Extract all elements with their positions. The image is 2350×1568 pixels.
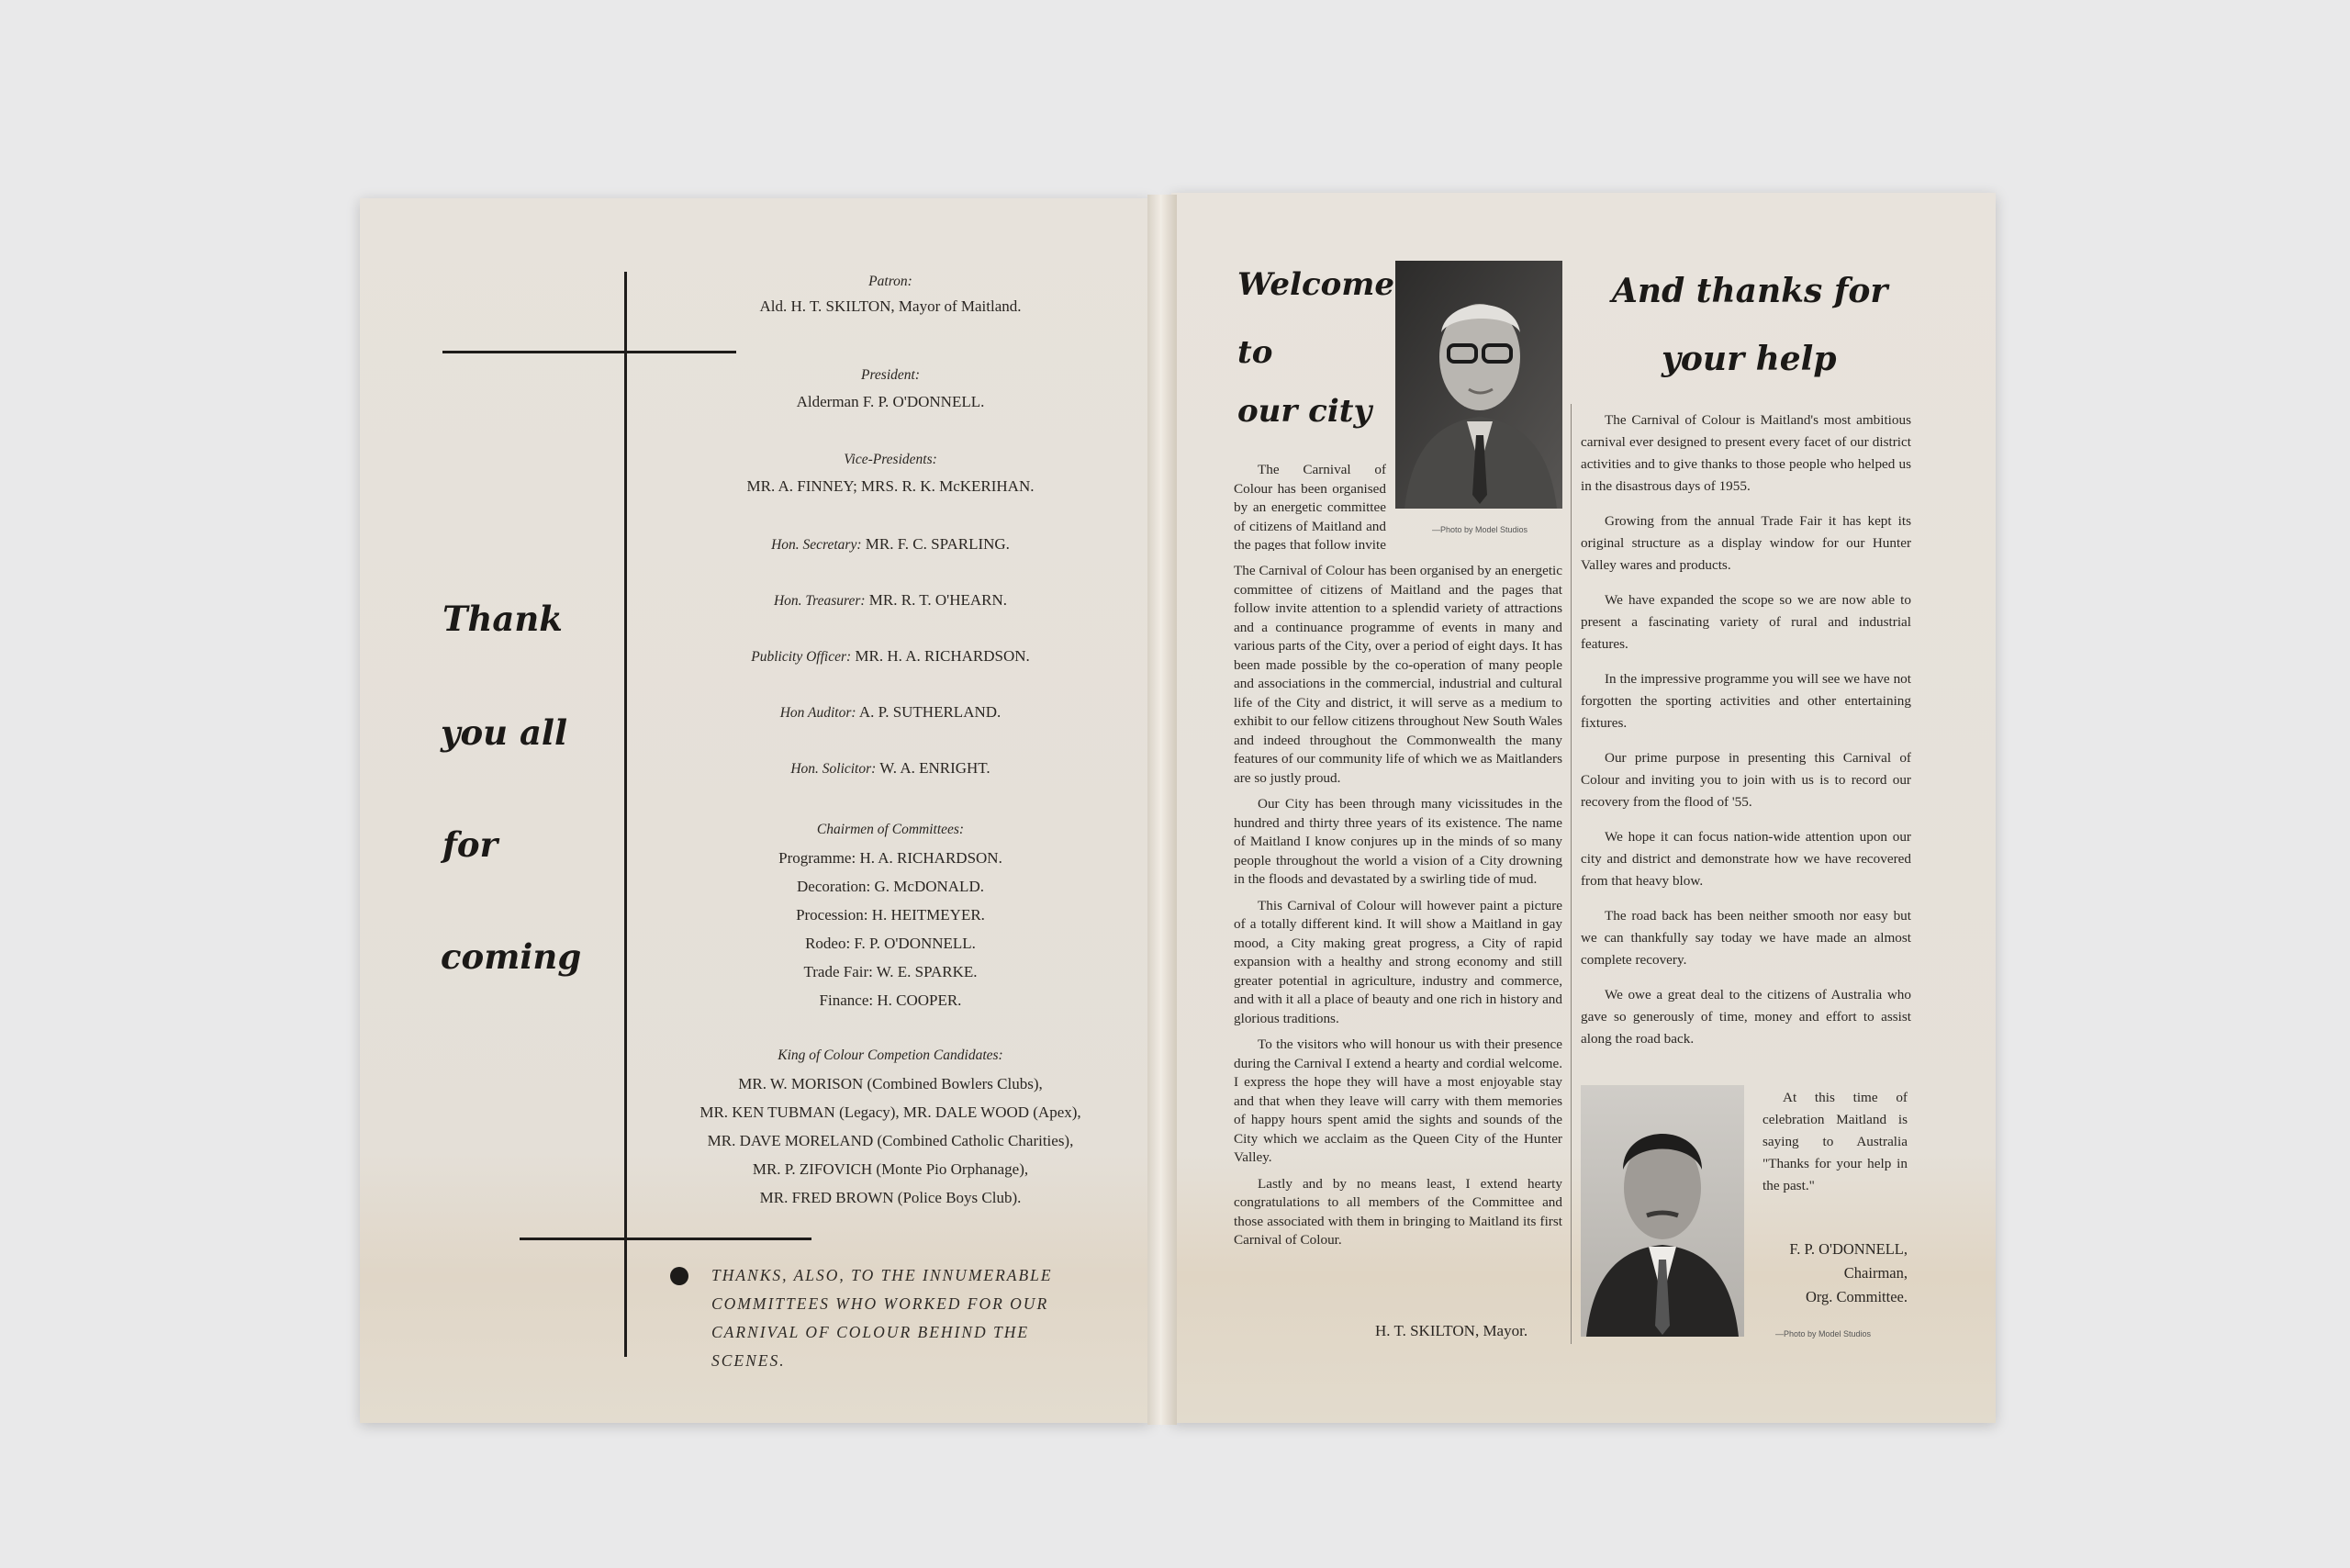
- officer-row: Hon Auditor: A. P. SUTHERLAND.: [779, 703, 1002, 721]
- thanks-paragraph: In the impressive programme you will see we have not forgotten the sporting activities and other entertaining fixtures.: [1581, 671, 1911, 731]
- chairman-row: Decoration: G. McDONALD.: [797, 878, 984, 895]
- candidates-label: King of Colour Competion Candidates:: [778, 1047, 1003, 1063]
- thanks-paragraph: We have expanded the scope so we are now able to present a fascinating variety of rural and industrial features.: [1581, 592, 1911, 652]
- thank-heading-line-1: Thank: [442, 599, 563, 639]
- booklet-spine: [1147, 195, 1177, 1425]
- officer-row: Publicity Officer: MR. H. A. RICHARDSON.: [751, 647, 1030, 665]
- vice-presidents-label: Vice-Presidents:: [844, 452, 937, 467]
- thanks-heading-line-2: your help: [1662, 340, 1837, 378]
- candidate-row: MR. KEN TUBMAN (Legacy), MR. DALE WOOD (Apex),: [699, 1103, 1081, 1121]
- thanks-paragraph: The Carnival of Colour is Maitland's most ambitious carnival ever designed to present every facet of our district activities and to give thanks to those people who helped us in the disastrous days of 1955.: [1581, 412, 1911, 494]
- mayor-signature: H. T. SKILTON, Mayor.: [1375, 1322, 1528, 1339]
- chairman-row: Programme: H. A. RICHARDSON.: [778, 849, 1002, 867]
- candidate-row: MR. P. ZIFOVICH (Monte Pio Orphanage),: [752, 1160, 1029, 1178]
- candidate-row: MR. W. MORISON (Combined Bowlers Clubs),: [738, 1075, 1043, 1092]
- officer-row: Hon. Treasurer: MR. R. T. O'HEARN.: [773, 591, 1008, 609]
- vertical-rule: [624, 272, 627, 1357]
- chairman-portrait-photo: [1581, 1085, 1744, 1337]
- thank-heading-line-4: coming: [441, 936, 582, 977]
- chairman-signature: F. P. O'DONNELL, Chairman, Org. Committee.: [1789, 1240, 1908, 1305]
- thanks-paragraph: We hope it can focus nation-wide attention upon our city and district and demonstrate how we have recovered from that heavy blow.: [1581, 829, 1911, 889]
- column-divider: [1571, 404, 1572, 1344]
- chairman-row: Rodeo: F. P. O'DONNELL.: [805, 935, 976, 952]
- welcome-paragraph-1-start: The Carnival of Colour has been organised by an energetic committee of citizens of Maitland and the pages that follow invite: [1234, 462, 1386, 551]
- candidate-row: MR. DAVE MORELAND (Combined Catholic Charities),: [707, 1132, 1074, 1149]
- thank-heading-line-2: you all: [441, 712, 568, 753]
- vice-presidents-names: MR. A. FINNEY; MRS. R. K. McKERIHAN.: [746, 477, 1035, 495]
- thanks-also-note: THANKS, ALSO, TO THE INNUMERABLE COMMITTEES WHO WORKED FOR OUR CARNIVAL OF COLOUR BEHIND THE SCENES.: [711, 1266, 1053, 1370]
- president-name: Alderman F. P. O'DONNELL.: [796, 393, 985, 410]
- top-horizontal-rule: [442, 351, 736, 353]
- welcome-heading-line-3: our city: [1237, 393, 1372, 430]
- welcome-heading-line-1: Welcome: [1237, 266, 1394, 303]
- thanks-paragraph: Growing from the annual Trade Fair it has kept its original structure as a display window for our Hunter Valley wares and products.: [1581, 513, 1911, 573]
- candidate-row: MR. FRED BROWN (Police Boys Club).: [759, 1189, 1022, 1206]
- patron-name: Ald. H. T. SKILTON, Mayor of Maitland.: [759, 297, 1022, 315]
- chairman-row: Finance: H. COOPER.: [819, 991, 962, 1009]
- thanks-closing: At this time of celebration Maitland is saying to Australia "Thanks for your help in the past.": [1762, 1090, 1908, 1193]
- thank-heading-line-3: for: [442, 824, 498, 865]
- welcome-heading-line-2: to: [1237, 334, 1273, 371]
- welcome-paragraph-4: To the visitors who will honour us with their presence during the Carnival I extend a hearty and cordial welcome. I express the hope they will have a most enjoyable stay and that when they leave will carry with them memories of happy hours spent amid the sights and sounds of the City which we acclaim as the Queen City of the Hunter Valley.: [1234, 1036, 1562, 1165]
- officer-row: Hon. Solicitor: W. A. ENRIGHT.: [790, 759, 990, 777]
- welcome-paragraph-3: This Carnival of Colour will however paint a picture of a totally different kind. It will show a Maitland in gay mood, a City making great progress, a City of rapid expansion with a healthy and strong economy and still greater potential in agriculture, industry and commerce, and with it all a place of beauty and one rich in history and glorious traditions.: [1234, 897, 1562, 1026]
- officer-row: Hon. Secretary: MR. F. C. SPARLING.: [771, 535, 1010, 553]
- thanks-paragraph: The road back has been neither smooth nor easy but we can thankfully say today we have made an almost complete recovery.: [1581, 908, 1911, 968]
- welcome-paragraph-2: Our City has been through many vicissitudes in the hundred and thirty three years of its existence. The name of Maitland I know conjures up in the minds of so many people throughout the world a vision of a City drowning in the floods and devastated by a swirling tide of mud.: [1234, 796, 1562, 887]
- bullet-dot: [670, 1267, 688, 1285]
- thanks-text-column: [1581, 409, 1911, 1063]
- chairman-photo-credit: —Photo by Model Studios: [1775, 1329, 1872, 1338]
- welcome-paragraph-1: The Carnival of Colour has been organised by an energetic committee of citizens of Maitland and the pages that follow invite attention to a splendid variety of attractions and a continuance programme of events in many and various parts of the City, over a period of eight days. It has been made possible by the co-operation of many people and associations in the commercial, industrial and cultural life of the City and district, it will serve as a medium to exhibit to our fellow citizens throughout New South Wales and indeed throughout the Commonwealth the many features of our community life of which we as Maitlanders are so justly proud.: [1234, 563, 1562, 786]
- mayor-photo-credit: —Photo by Model Studios: [1432, 525, 1528, 534]
- chairmen-label: Chairmen of Committees:: [816, 822, 965, 837]
- thanks-paragraph: Our prime purpose in presenting this Carnival of Colour and inviting you to join with us is to record our recovery from the flood of '55.: [1581, 750, 1911, 810]
- chairman-row: Trade Fair: W. E. SPARKE.: [803, 963, 978, 980]
- president-label: President:: [861, 367, 920, 383]
- chairman-portrait-image: [1581, 1085, 1744, 1337]
- thanks-paragraph: We owe a great deal to the citizens of Australia who gave so generously of time, money and effort to assist along the road back.: [1581, 987, 1911, 1047]
- bottom-horizontal-rule: [520, 1238, 811, 1240]
- thanks-heading-line-1: And thanks for: [1612, 272, 1888, 310]
- chairman-row: Procession: H. HEITMEYER.: [796, 906, 985, 924]
- welcome-text-column: [1234, 461, 1562, 1258]
- patron-label: Patron:: [868, 274, 912, 289]
- welcome-paragraph-5: Lastly and by no means least, I extend hearty congratulations to all members of the Committee and those associated with them in bringing to Maitland its first Carnival of Colour.: [1234, 1175, 1562, 1248]
